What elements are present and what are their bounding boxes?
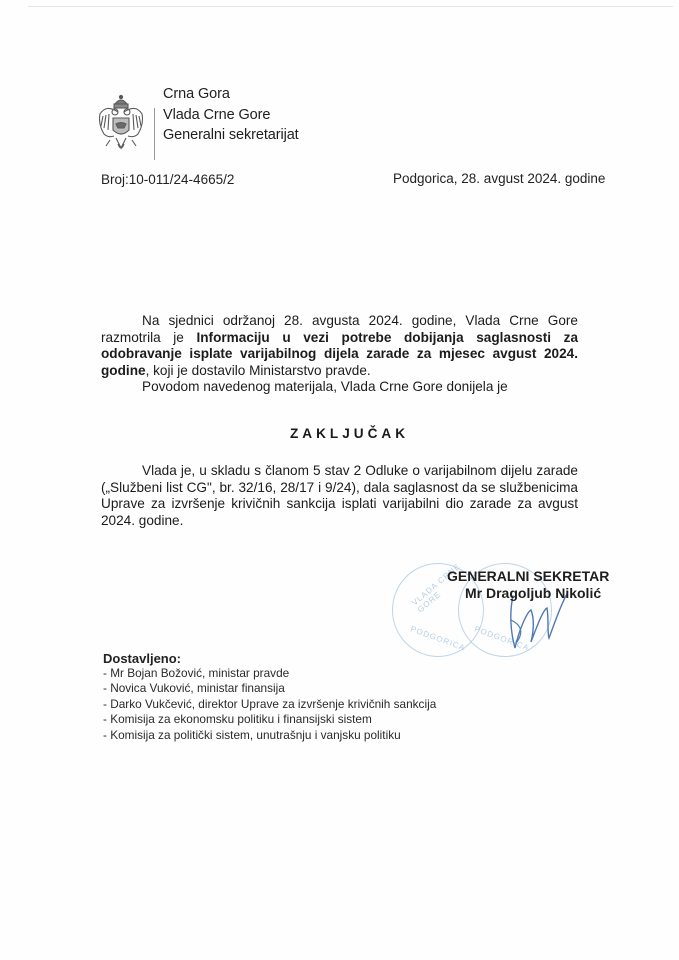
- country-name: Crna Gora: [163, 86, 230, 102]
- paragraph-conclusion: [101, 463, 578, 529]
- letterhead-divider: [154, 108, 155, 160]
- paragraph-session: [101, 313, 578, 379]
- paragraph-decision-intro-text: Povodom navedenog materijala, Vlada Crne Gore donijela je: [142, 379, 508, 394]
- signatory-name: Mr Dragoljub Nikolić: [465, 585, 602, 601]
- distribution-list: [103, 666, 436, 743]
- department-name: Generalni sekretarijat: [163, 127, 299, 143]
- reference-number: Broj:10-011/24-4665/2: [101, 172, 235, 187]
- stamp-text-bottom: PODGORICA: [409, 624, 467, 653]
- paragraph-session-intro: Na sjednici održanoj 28. avgusta 2024. godine, Vlada Crne Gore razmotrila je: [101, 313, 578, 345]
- stamp-text-bottom-2: PODGORICA: [473, 624, 531, 653]
- government-name: Vlada Crne Gore: [163, 106, 271, 123]
- distribution-item: - Mr Bojan Božović, ministar pravde: [103, 666, 290, 680]
- distribution-item: - Darko Vukčević, direktor Uprave za izvršenje krivičnih sankcija: [103, 696, 437, 711]
- paragraph-decision-intro: [101, 379, 578, 396]
- signatory-title: GENERALNI SEKRETAR: [447, 568, 610, 584]
- stamp-text-top: VLADA CRNE GORE: [410, 561, 463, 615]
- paragraph-session-tail: , koji je dostavilo Ministarstvo pravde.: [145, 362, 371, 378]
- paragraph-conclusion-text: Vlada je, u skladu s članom 5 stav 2 Odluke o varijabilnom dijelu zarade („Službeni list CG", br. 32/16, 28/17 i 9/24), dala saglasnost da se službenicima Uprave za izvršenje krivičnih sankcija isplati varijabilni dio zarade za avgust 2024. godine.: [101, 463, 578, 528]
- distribution-item: - Komisija za politički sistem, unutrašnju i vanjsku politiku: [103, 727, 401, 742]
- distribution-item: - Komisija za ekonomsku politiku i finansijski sistem: [103, 712, 372, 727]
- organization-block: [163, 84, 299, 146]
- distribution-label: Dostavljeno:: [103, 651, 182, 666]
- coat-of-arms-icon: [96, 94, 146, 156]
- place-and-date: Podgorica, 28. avgust 2024. godine: [393, 171, 606, 186]
- conclusion-heading: ZAKLJUČAK: [289, 426, 410, 441]
- distribution-item: - Novica Vuković, ministar finansija: [103, 681, 285, 696]
- scan-edge-line: [28, 6, 673, 7]
- paragraph-session-subject: Informaciju u vezi potrebe dobijanja saglasnosti za odobravanje isplate varijabilnog dijela zarade za mjesec avgust 2024. godine: [101, 329, 579, 378]
